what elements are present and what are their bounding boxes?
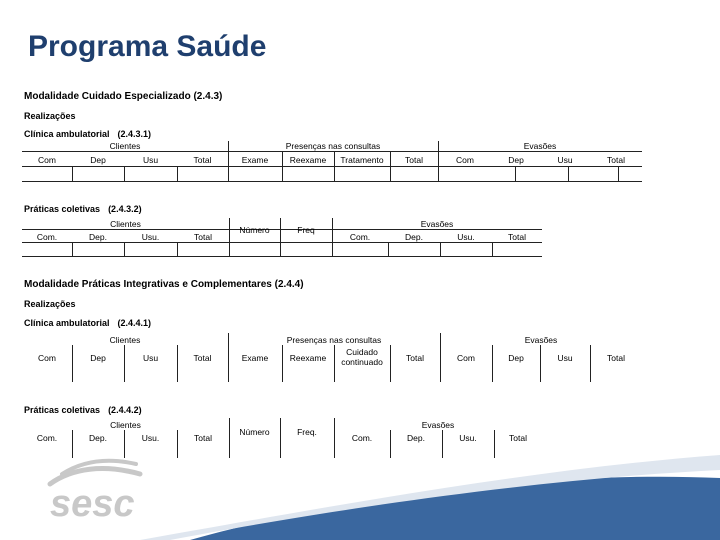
group-header-evasoes: Evasões	[421, 420, 455, 430]
column-header: Usu.	[141, 232, 160, 242]
column-header: Total	[607, 353, 625, 363]
column-header: Total	[508, 232, 526, 242]
column-header: Com	[456, 155, 474, 165]
page-title: Programa Saúde	[28, 30, 267, 63]
column-header: Tratamento	[340, 155, 384, 165]
subsection-label: Práticas coletivas	[24, 405, 101, 415]
column-header: Com	[38, 155, 56, 165]
footer-swoosh-dark	[190, 477, 720, 540]
subsection-label: Práticas coletivas	[24, 204, 101, 214]
section-heading-praticas-integrativas: Modalidade Práticas Integrativas e Complementares (2.4.4)	[24, 279, 304, 290]
column-header: Exame	[241, 353, 269, 363]
subsection-label: Clínica ambulatorial	[24, 129, 110, 139]
column-header: Total	[607, 155, 625, 165]
realizacoes-label-1: Realizações	[24, 111, 76, 121]
subsection-code: (2.4.3.1)	[117, 129, 152, 139]
column-header: Total	[193, 155, 212, 165]
column-header: Número	[239, 427, 270, 437]
group-header-presencas: Presenças nas consultas	[285, 141, 381, 151]
column-header: Dep.	[89, 232, 107, 242]
group-header-clientes: Clientes	[109, 335, 141, 345]
column-header: Usu	[142, 353, 159, 363]
column-header: Com	[38, 353, 56, 363]
group-header-clientes: Clientes	[110, 219, 141, 229]
column-header: Dep.	[89, 433, 107, 443]
subsection-code: (2.4.4.1)	[117, 318, 152, 328]
column-header: Dep	[508, 155, 524, 165]
column-header: Usu	[142, 155, 159, 165]
column-header: Usu	[557, 353, 573, 363]
column-header: Total	[405, 155, 423, 165]
column-header: Usu.	[141, 433, 160, 443]
group-header-clientes: Clientes	[109, 141, 141, 151]
column-header: Cuidado continuado	[341, 347, 383, 367]
column-header: Com.	[36, 232, 58, 242]
subsection-code: (2.4.3.2)	[108, 204, 142, 214]
column-header: Usu.	[459, 433, 477, 443]
group-header-evasoes: Evasões	[524, 335, 558, 345]
column-header: Usu	[557, 155, 573, 165]
column-header: Dep.	[407, 433, 425, 443]
column-header: Com	[457, 353, 475, 363]
column-header: Com.	[351, 433, 373, 443]
column-header: Usu.	[457, 232, 475, 242]
sesc-logo: sesc	[50, 483, 135, 525]
column-header: Freq	[297, 225, 315, 235]
column-header: Total	[509, 433, 527, 443]
logo-arcs	[50, 461, 140, 484]
column-header: Total	[194, 232, 212, 242]
column-header: Exame	[241, 155, 269, 165]
group-header-presencas: Presenças nas consultas	[286, 335, 382, 345]
column-header: Dep	[90, 353, 106, 363]
group-header-evasoes: Evasões	[523, 141, 557, 151]
column-header: Com.	[36, 433, 58, 443]
group-header-clientes: Clientes	[110, 420, 141, 430]
realizacoes-label-2: Realizações	[24, 299, 76, 309]
column-header: Reexame	[289, 155, 327, 165]
column-header: Reexame	[289, 353, 327, 363]
subsection-label: Clínica ambulatorial	[24, 318, 110, 328]
section-heading-cuidado-especializado: Modalidade Cuidado Especializado (2.4.3)	[24, 91, 223, 102]
column-header: Total	[194, 433, 212, 443]
column-header: Total	[406, 353, 424, 363]
column-header: Dep	[508, 353, 524, 363]
column-header: Número	[239, 225, 270, 235]
column-header: Dep.	[405, 232, 423, 242]
column-header: Com.	[349, 232, 371, 242]
column-header: Freq.	[297, 427, 317, 437]
column-header: Dep	[90, 155, 106, 165]
subsection-code: (2.4.4.2)	[108, 405, 142, 415]
column-header: Total	[193, 353, 212, 363]
group-header-evasoes: Evasões	[420, 219, 454, 229]
